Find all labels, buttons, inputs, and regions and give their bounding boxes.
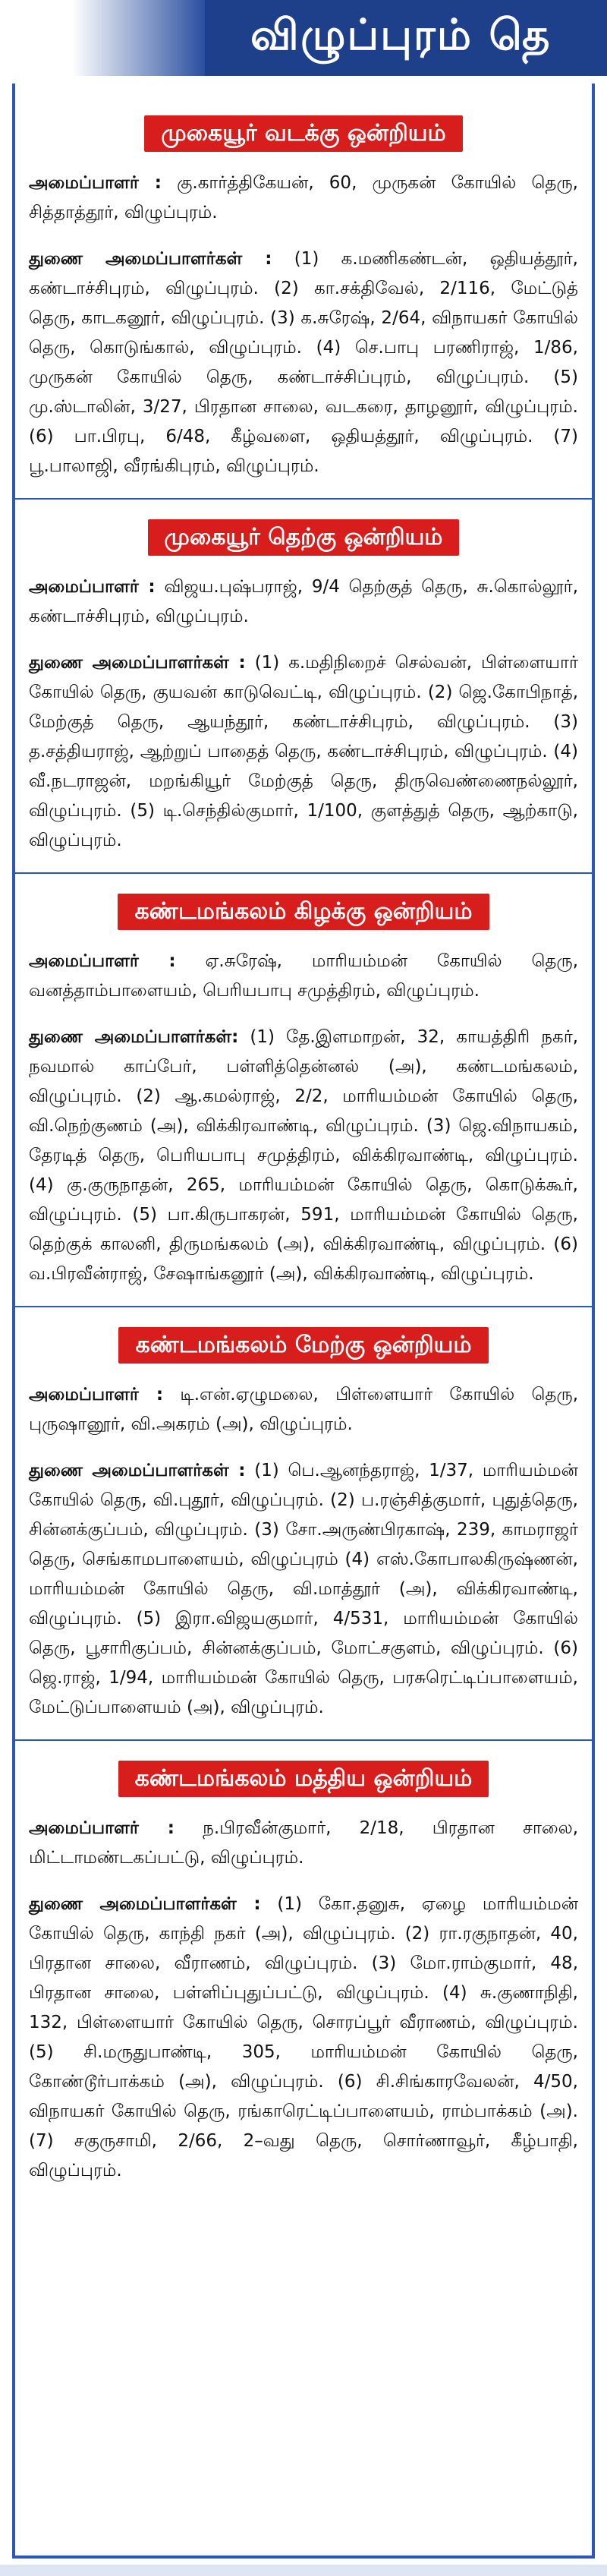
deputy-paragraph [29, 244, 578, 481]
organizer-label: அமைப்பாளர் : [29, 173, 162, 193]
deputy-label: துணை அமைப்பாளர்கள் : [29, 653, 246, 673]
deputy-label: துணை அமைப்பாளர்கள்: [29, 1027, 239, 1047]
section-kandamangalam-west [29, 1327, 578, 1723]
footer-band [0, 2565, 607, 2576]
organizer-paragraph [29, 572, 578, 632]
section-title: கண்டமங்கலம் மத்திய ஒன்றியம் [118, 1761, 489, 1797]
organizer-text: டி.என்.ஏழுமலை, பிள்ளையார் கோயில் தெரு, புருஷானூர், வி.அகரம் (அ), விழுப்புரம். [29, 1385, 579, 1434]
organizer-label: அமைப்பாளர் : [29, 1385, 164, 1405]
organizer-text: ஏ.சுரேஷ், மாரியம்மன் கோயில் தெரு, வனத்தாம்பாளையம், பெரியபாபு சமுத்திரம், விழுப்புரம். [29, 951, 579, 1001]
organizer-label: அமைப்பாளர் : [29, 577, 156, 597]
organizer-paragraph [29, 169, 578, 228]
deputy-paragraph [29, 1023, 578, 1289]
deputy-label: துணை அமைப்பாளர்கள் : [29, 1894, 261, 1914]
deputy-label: துணை அமைப்பாளர்கள் : [29, 249, 272, 269]
organizer-label: அமைப்பாளர் : [29, 1818, 175, 1838]
deputy-text: (1) க.மதிநிறைச் செல்வன், பிள்ளையார் கோயில் தெரு, குயவன் காடுவெட்டி, விழுப்புரம். (2) ஜெ.கோபிநாத், மேற்குத் தெரு, ஆயந்தூர், கண்டாச்சிபுரம், விழுப்புரம். (3) த.சத்தியராஜ், ஆற்றுப் பாதைத் தெரு, கண்டாச்சிபுரம், விழுப்புரம். (4) வீ.நடராஜன், மறங்கியூர் மேற்குத் தெரு, திருவெண்ணைநல்லூர், விழுப்புரம். (5) டி.செந்தில்குமார், 1/100, குளத்துத் தெரு, ஆற்காடு, விழுப்புரம். [29, 653, 578, 850]
section-divider [15, 872, 592, 874]
section-title: கண்டமங்கலம் மேற்கு ஒன்றியம் [118, 1327, 488, 1364]
organizer-paragraph [29, 1814, 578, 1873]
section-title: கண்டமங்கலம் கிழக்கு ஒன்றியம் [118, 894, 489, 930]
header-decoration [0, 0, 205, 76]
organizer-text: விஜய.புஷ்பராஜ், 9/4 தெற்குத் தெரு, சு.கொல்லூர், கண்டாச்சிபுரம், விழுப்புரம். [29, 577, 579, 626]
organizer-label: அமைப்பாளர் : [29, 951, 176, 971]
deputy-text: (1) கோ.தனுசு, ஏழை மாரியம்மன் கோயில் தெரு, காந்தி நகர் (அ), விழுப்புரம். (2) ரா.ரகுநாதன், 40, பிரதான சாலை, வீராணம், விழுப்புரம். (3) மோ.ராம்குமார், 48, பிரதான சாலை, பள்ளிப்புதுப்பட்டு, விழுப்புரம். (4) சு.குணாநிதி, 132, பிள்ளையார் கோயில் தெரு, சொரப்பூர் வீராணம், விழுப்புரம். (5) சி.மருதுபாண்டி, 305, மாரியம்மன் கோயில் தெரு, கோண்டூர்பாக்கம் (அ), விழுப்புரம். (6) சி.சிங்காரவேலன், 4/50, விநாயகர் கோயில் தெரு, ரங்காரெட்டிப்பாளையம், ராம்பாக்கம் (அ). (7) சகுருசாமி, 2/66, 2–வது தெரு, சொர்ணாவூர், கீழ்பாதி, விழுப்புரம். [29, 1894, 579, 2180]
organizer-text: கு.கார்த்திகேயன், 60, முருகன் கோயில் தெரு, சித்தாத்தூர், விழுப்புரம். [29, 173, 578, 222]
section-divider [15, 1306, 592, 1307]
section-divider [15, 1739, 592, 1741]
page-title: விழுப்புரம் தெ [250, 11, 552, 60]
deputy-text: (1) தே.இளமாறன், 32, காயத்திரி நகர், நவமால் காப்பேர், பள்ளித்தென்னல் (அ), கண்டமங்கலம், விழுப்புரம். (2) ஆ.கமல்ராஜ், 2/2, மாரியம்மன் கோயில் தெரு, வி.நெற்குணம் (அ), விக்கிரவாண்டி, விழுப்புரம். (3) ஜெ.விநாயகம், தேரடித் தெரு, பெரியபாபு சமுத்திரம், விக்கிரவாண்டி, விழுப்புரம். (4) கு.குருநாதன், 265, மாரியம்மன் கோயில் தெரு, கொடுக்கூர், விழுப்புரம். (5) பா.கிருபாகரன், 591, மாரியம்மன் கோயில் தெரு, தெற்குக் காலனி, திருமங்கலம் (அ), விக்கிரவாண்டி, விழுப்புரம். (6) வ.பிரவீன்ராஜ், சேஷாங்கனூர் (அ), விக்கிரவாண்டி, விழுப்புரம். [29, 1027, 579, 1284]
article-body [12, 84, 595, 2559]
deputy-paragraph [29, 648, 578, 856]
deputy-text: (1) பெ.ஆனந்தராஜ், 1/37, மாரியம்மன் கோயில் தெரு, வி.புதூர், விழுப்புரம். (2) ப.ரஞ்சித்குமார், புதுத்தெரு, சின்னக்குப்பம், விழுப்புரம். (3) சோ.அருண்பிரகாஷ், 239, காமராஜர் தெரு, செங்காமபாளையம், விழுப்புரம் (4) எஸ்.கோபாலகிருஷ்ணன், மாரியம்மன் கோயில் தெரு, வி.மாத்தூர் (அ), விக்கிரவாண்டி, விழுப்புரம். (5) இரா.விஜயகுமார், 4/531, மாரியம்மன் கோயில் தெரு, பூசாரிகுப்பம், சின்னக்குப்பம், மோட்சகுளம், விழுப்புரம். (6) ஜெ.ராஜ், 1/94, மாரியம்மன் கோயில் தெரு, பரசுரெட்டிப்பாளையம், மேட்டுப்பாளையம் (அ), விழுப்புரம். [29, 1461, 578, 1717]
deputy-paragraph [29, 1456, 578, 1723]
organizer-paragraph [29, 947, 578, 1006]
section-title: முகையூர் வடக்கு ஒன்றியம் [144, 115, 462, 152]
deputy-text: (1) க.மணிகண்டன், ஒதியத்தூர், கண்டாச்சிபுரம், விழுப்புரம். (2) கா.சக்திவேல், 2/116, மேட்டுத் தெரு, காடகனூர், விழுப்புரம். (3) க.சுரேஷ், 2/64, விநாயகர் கோயில் தெரு, கொடுங்கால், விழுப்புரம். (4) செ.பாபு பரணிராஜ், 1/86, முருகன் கோயில் தெரு, கண்டாச்சிப்புரம், விழுப்புரம். (5) மு.ஸ்டாலின், 3/27, பிரதான சாலை, வடகரை, தாழனூர், விழுப்புரம். (6) பா.பிரபு, 6/48, கீழ்வளை, ஒதியத்தூர், விழுப்புரம். (7) பூ.பாலாஜி, வீரங்கிபுரம், விழுப்புரம். [29, 249, 578, 476]
section-title: முகையூர் தெற்கு ஒன்றியம் [148, 519, 460, 556]
deputy-label: துணை அமைப்பாளர்கள் : [29, 1461, 246, 1480]
organizer-text: ந.பிரவீன்குமார், 2/18, பிரதான சாலை, மிட்டாமண்டகப்பட்டு, விழுப்புரம். [29, 1818, 579, 1868]
section-kandamangalam-east [29, 894, 578, 1289]
section-mugaiyur-north [29, 115, 578, 481]
organizer-paragraph [29, 1380, 578, 1439]
section-mugaiyur-south [29, 519, 578, 856]
deputy-paragraph [29, 1890, 578, 2186]
section-divider [15, 498, 592, 500]
section-kandamangalam-central [29, 1761, 578, 2186]
page-header [0, 0, 607, 76]
